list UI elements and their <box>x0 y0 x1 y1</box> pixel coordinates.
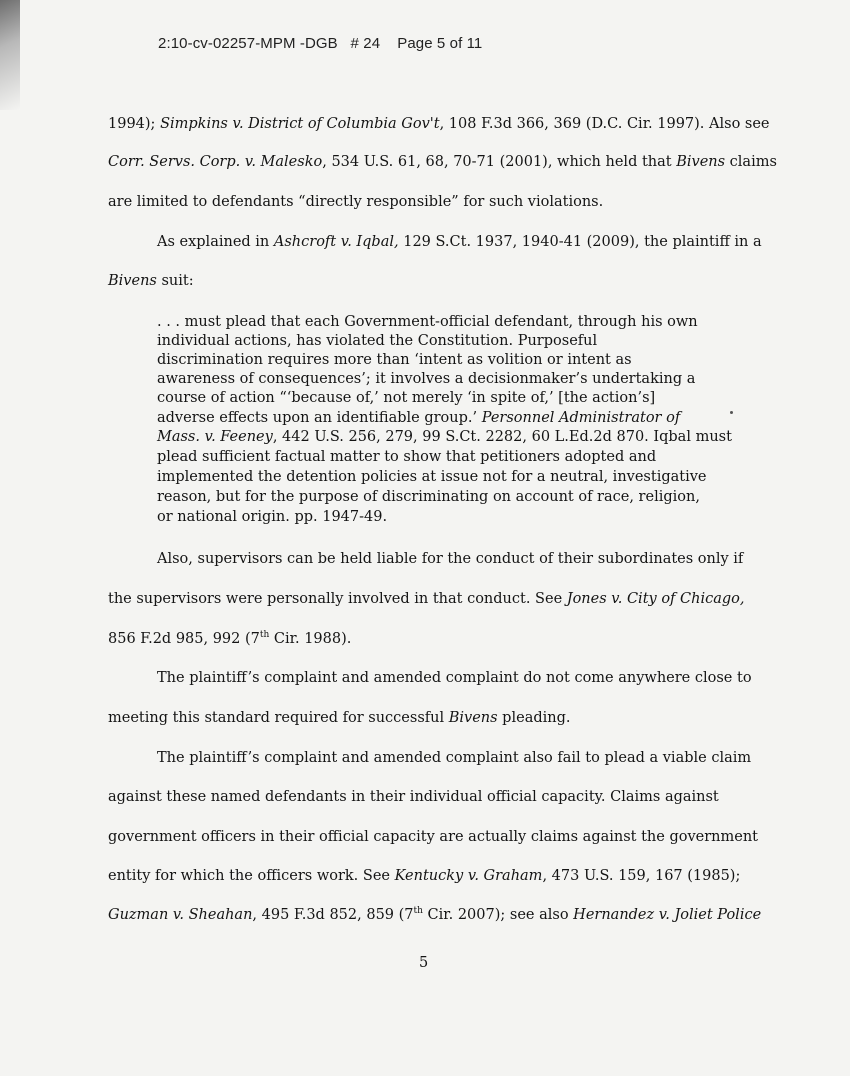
p5-line-5: Guzman v. Sheahan, 495 F.3d 852, 859 (7th Cir. 2007); see also Hernandez v. Joliet Police <box>108 906 762 923</box>
p4-line-2: meeting this standard required for successful Bivens pleading. <box>108 710 571 726</box>
scan-speck <box>730 411 733 414</box>
quote-line: discrimination requires more than ‘intent as volition or intent as <box>157 352 632 368</box>
p3-line-2: the supervisors were personally involved in that conduct. See Jones v. City of Chicago, <box>108 591 745 607</box>
p2-line-1: As explained in Ashcroft v. Iqbal, 129 S.Ct. 1937, 1940-41 (2009), the plaintiff in a <box>157 234 762 250</box>
quote-line: individual actions, has violated the Constitution. Purposeful <box>157 333 598 349</box>
page-number: 5 <box>419 955 429 971</box>
p4-line-1: The plaintiff’s complaint and amended complaint do not come anywhere close to <box>157 670 752 686</box>
quote-line: . . . must plead that each Government-official defendant, through his own <box>157 314 698 330</box>
quote-line: course of action “‘because of,’ not merely ‘in spite of,’ [the action’s] <box>157 390 656 406</box>
p5-line-1: The plaintiff’s complaint and amended complaint also fail to plead a viable claim <box>157 750 752 766</box>
case-header: 2:10-cv-02257-MPM -DGB # 24 Page 5 of 11 <box>158 35 483 52</box>
quote-line: reason, but for the purpose of discriminating on account of race, religion, <box>157 489 700 505</box>
quote-line: implemented the detention policies at issue not for a neutral, investigative <box>157 469 707 485</box>
p1-line-3: are limited to defendants “directly responsible” for such violations. <box>108 194 604 210</box>
p5-line-4: entity for which the officers work. See Kentucky v. Graham, 473 U.S. 159, 167 (1985); <box>108 868 741 884</box>
quote-line: adverse effects upon an identifiable group.’ Personnel Administrator of <box>157 410 681 426</box>
p5-line-2: against these named defendants in their individual official capacity. Claims against <box>108 789 719 805</box>
p1-line-1: 1994); Simpkins v. District of Columbia Gov't, 108 F.3d 366, 369 (D.C. Cir. 1997). Also see <box>108 116 770 132</box>
p2-line-2: Bivens suit: <box>108 273 194 289</box>
quote-line: or national origin. pp. 1947-49. <box>157 509 388 525</box>
scan-corner-shadow <box>0 0 20 110</box>
p1-line-2: Corr. Servs. Corp. v. Malesko, 534 U.S. 61, 68, 70-71 (2001), which held that Bivens claims <box>108 154 777 170</box>
quote-line: Mass. v. Feeney, 442 U.S. 256, 279, 99 S.Ct. 2282, 60 L.Ed.2d 870. Iqbal must <box>157 429 732 445</box>
quote-line: plead sufficient factual matter to show that petitioners adopted and <box>157 449 657 465</box>
p3-line-3: 856 F.2d 985, 992 (7th Cir. 1988). <box>108 630 352 647</box>
p3-line-1: Also, supervisors can be held liable for the conduct of their subordinates only if <box>157 551 744 567</box>
p5-line-3: government officers in their official capacity are actually claims against the government <box>108 829 759 845</box>
quote-line: awareness of consequences’; it involves a decisionmaker’s undertaking a <box>157 371 696 387</box>
